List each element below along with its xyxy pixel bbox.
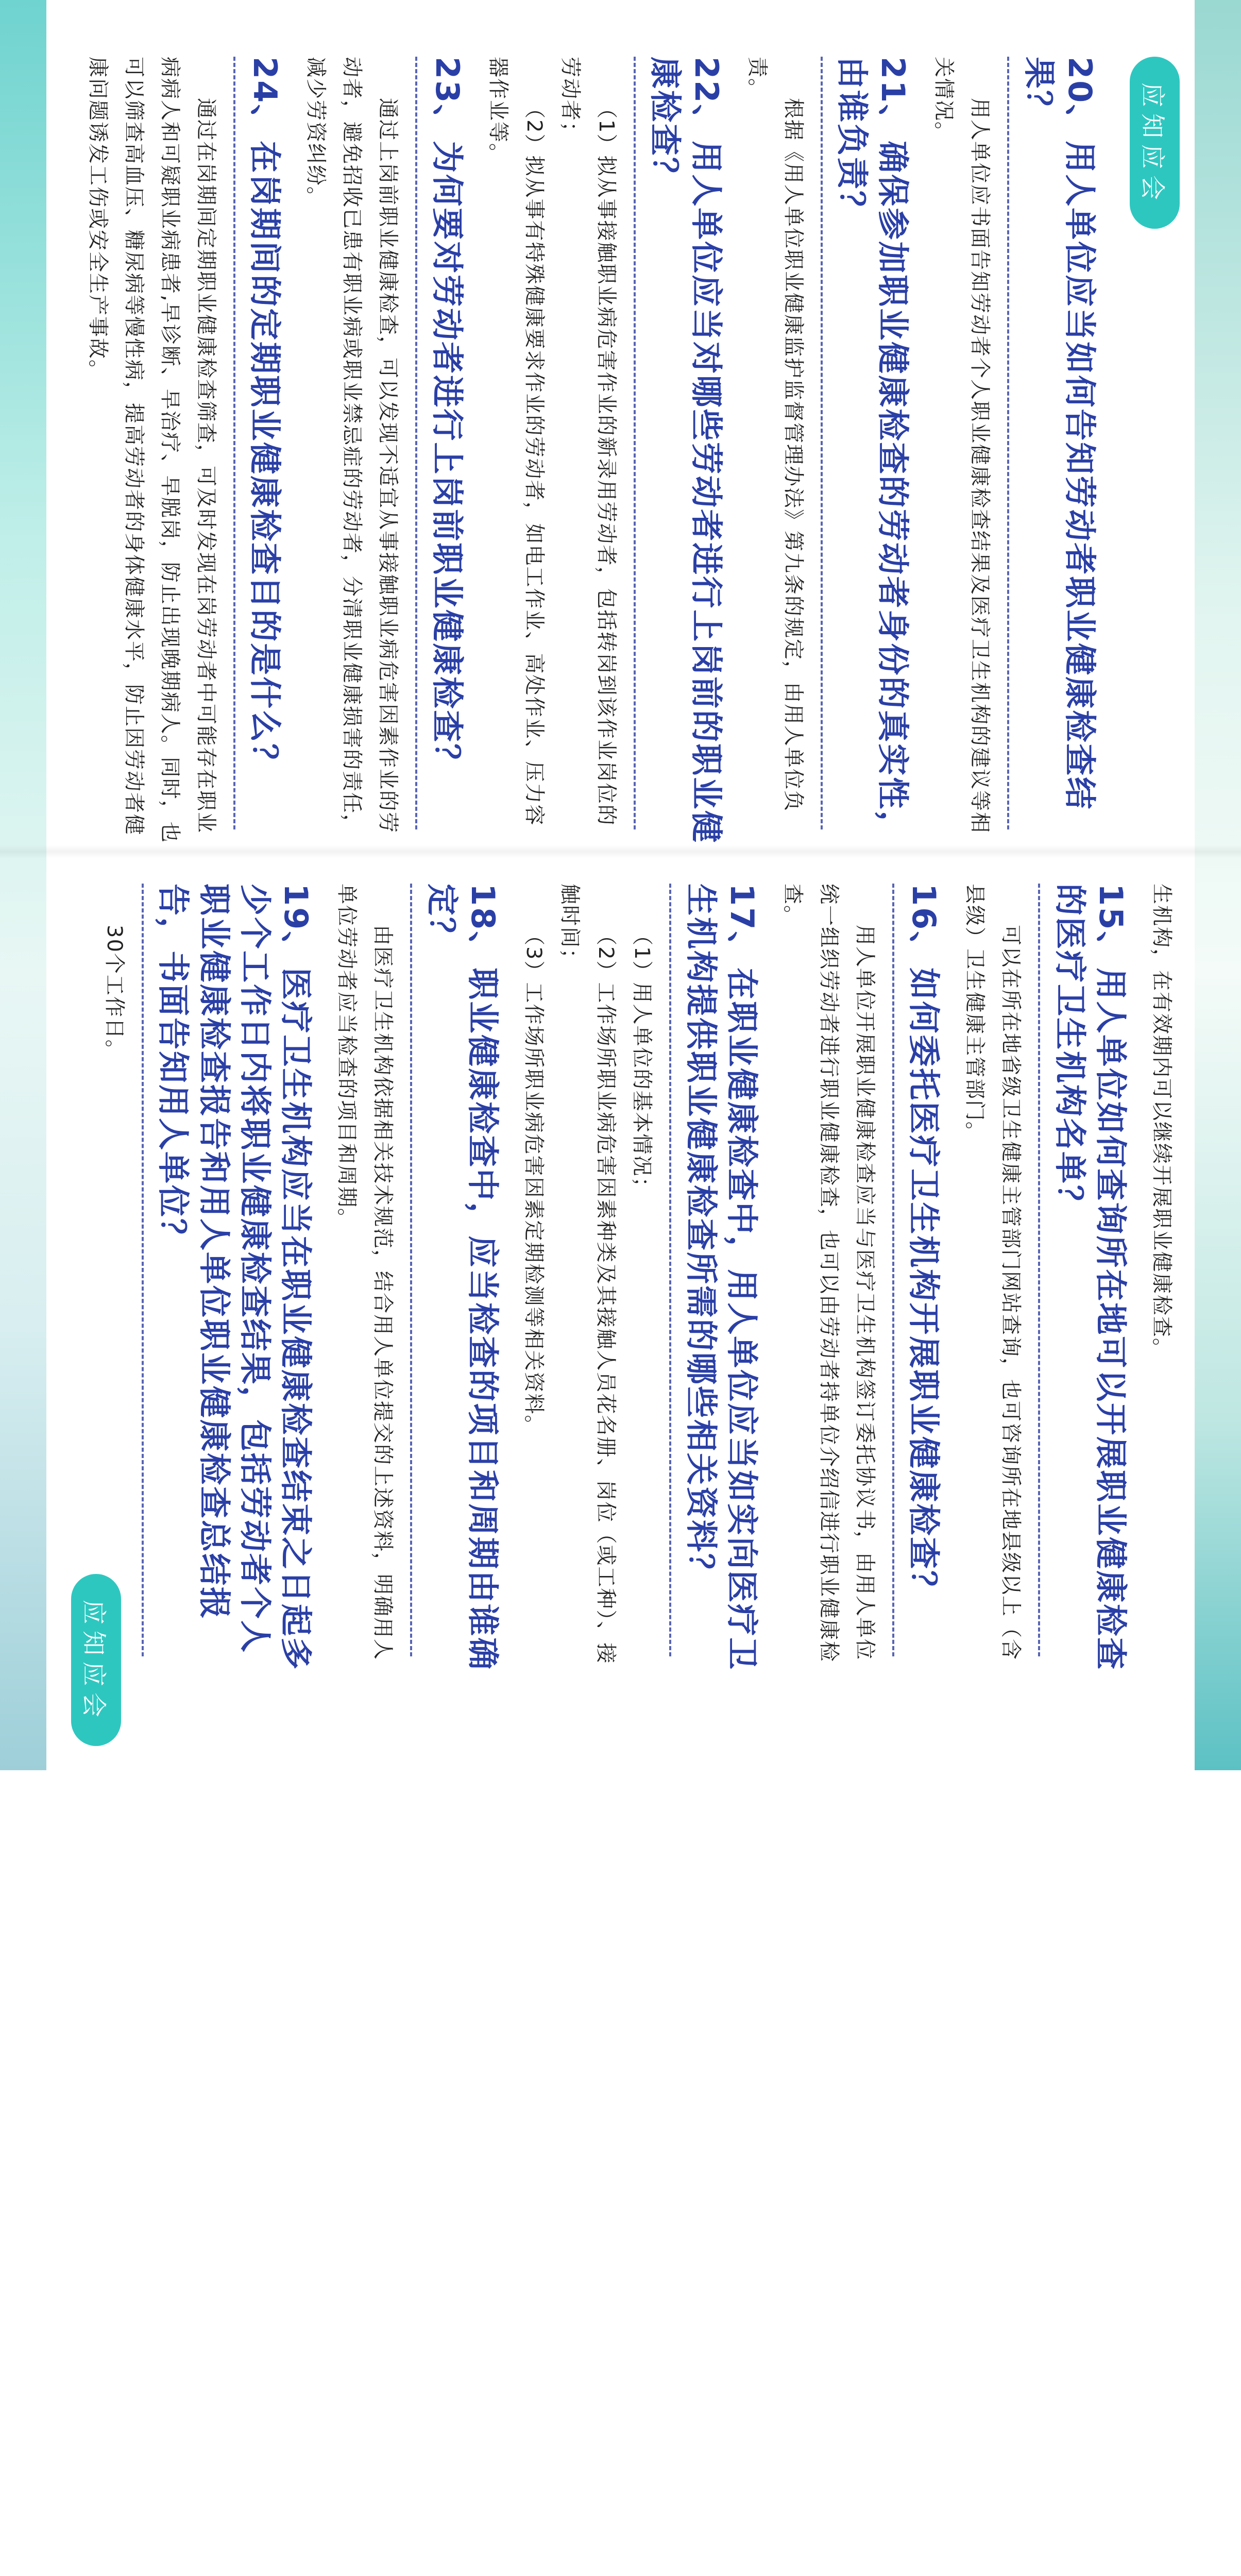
- question-17: 17、在职业健康检查中，用人单位应当如实向医疗卫生机构提供职业健康检查所需的哪些相关资料？: [682, 884, 761, 1671]
- answer-22-item-1: （1）拟从事接触职业病危害作业的新录用劳动者，包括转岗到该作业岗位的劳动者；: [558, 57, 618, 826]
- answer-22-item-2: （2）拟从事有特殊健康要求作业的劳动者，如电工作业、高处作业、压力容器作业等。: [486, 57, 546, 826]
- divider: [410, 884, 412, 1656]
- right-decorative-stripe: [1195, 0, 1241, 1770]
- answer-19: 30个工作日。: [103, 925, 127, 1061]
- answer-17-item-2: （2）工作场所职业病危害因素种类及其接触人员花名册、岗位（或工种）、接触时间；: [558, 884, 618, 1665]
- answer-17-item-1: （1）用人单位的基本情况；: [630, 925, 654, 1199]
- divider: [669, 884, 671, 1656]
- answer-20: 用人单位应书面告知劳动者个人职业健康检查结果及医疗卫生机构的建议等相关情况。: [932, 57, 992, 834]
- divider: [415, 57, 417, 829]
- divider: [142, 884, 144, 1656]
- question-15: 15、用人单位如何查询所在地可以开展职业健康检查的医疗卫生机构名单？: [1051, 884, 1130, 1671]
- section-badge: 应知应会: [1130, 57, 1180, 229]
- answer-23: 通过上岗前职业健康检查，可以发现不适宜从事接触职业病危害因素作业的劳动者，避免招收已患有职业病或职业禁忌症的劳动者，分清职业健康损害的责任，减少劳资纠纷。: [304, 57, 400, 836]
- answer-21: 根据《用人单位职业健康监护监督管理办法》第九条的规定，由用人单位负责。: [745, 57, 805, 812]
- divider: [1038, 884, 1040, 1656]
- divider: [233, 57, 235, 829]
- answer-16: 用人单位开展职业健康检查应当与医疗卫生机构签订委托协议书，由用人单位统一组织劳动者进行职业健康检查，也可以由劳动者持单位介绍信进行职业健康检查。: [780, 884, 877, 1663]
- answer-24: 通过在岗期间定期职业健康检查筛查，可及时发现在岗劳动者中可能存在职业病病人和可疑职业病患者,早诊断、早治疗、早脱岗，防止出现晚期病人。同时，也可以筛查高血压、糖尿病等慢性病，提高劳动者的身体健康水平，防止因劳动者健康问题诱发工伤或安全生产事故。: [86, 57, 218, 843]
- answer-15: 可以在所在地省级卫生健康主管部门网站查询，也可咨询所在地县级以上（含县级）卫生健康主管部门。: [963, 884, 1023, 1660]
- divider: [821, 57, 823, 829]
- content-column: [96, 884, 1180, 1672]
- question-21: 21、确保参加职业健康检查的劳动者身份的真实性，由谁负责？: [833, 57, 912, 844]
- question-24: 24、在岗期间的定期职业健康检查目的是什么？: [246, 57, 284, 777]
- question-16: 16、如何委托医疗卫生机构开展职业健康检查？: [905, 884, 943, 1604]
- content-column: [80, 57, 1113, 845]
- answer-17-item-3: （3）工作场所职业病危害因素定期检测等相关资料。: [522, 925, 546, 1437]
- question-18: 18、职业健康检查中，应当检查的项目和周期由谁确定？: [423, 884, 502, 1671]
- divider: [892, 884, 894, 1656]
- question-22: 22、用人单位应当对哪些劳动者进行上岗前的职业健康检查？: [647, 57, 725, 844]
- question-23: 23、为何要对劳动者进行上岗前职业健康检查？: [428, 57, 466, 777]
- question-19: 19、医疗卫生机构应当在职业健康检查结束之日起多少个工作日内将职业健康检查结果，包括劳动者个人职业健康检查报告和用人单位职业健康检查总结报告，书面告知用人单位？: [155, 884, 315, 1671]
- divider: [1007, 57, 1009, 829]
- page-bottom: [46, 884, 1180, 2576]
- divider: [634, 57, 636, 829]
- section-badge: 应知应会: [71, 1574, 121, 1746]
- answer-18: 由医疗卫生机构依据相关技术规范，结合用人单位提交的上述资料，明确用人单位劳动者应当检查的项目和周期。: [335, 884, 395, 1660]
- lead-paragraph: 生机构，在有效期内可以继续开展职业健康检查。: [1150, 884, 1174, 1360]
- question-20: 20、用人单位应当如何告知劳动者职业健康检查结果？: [1020, 57, 1099, 811]
